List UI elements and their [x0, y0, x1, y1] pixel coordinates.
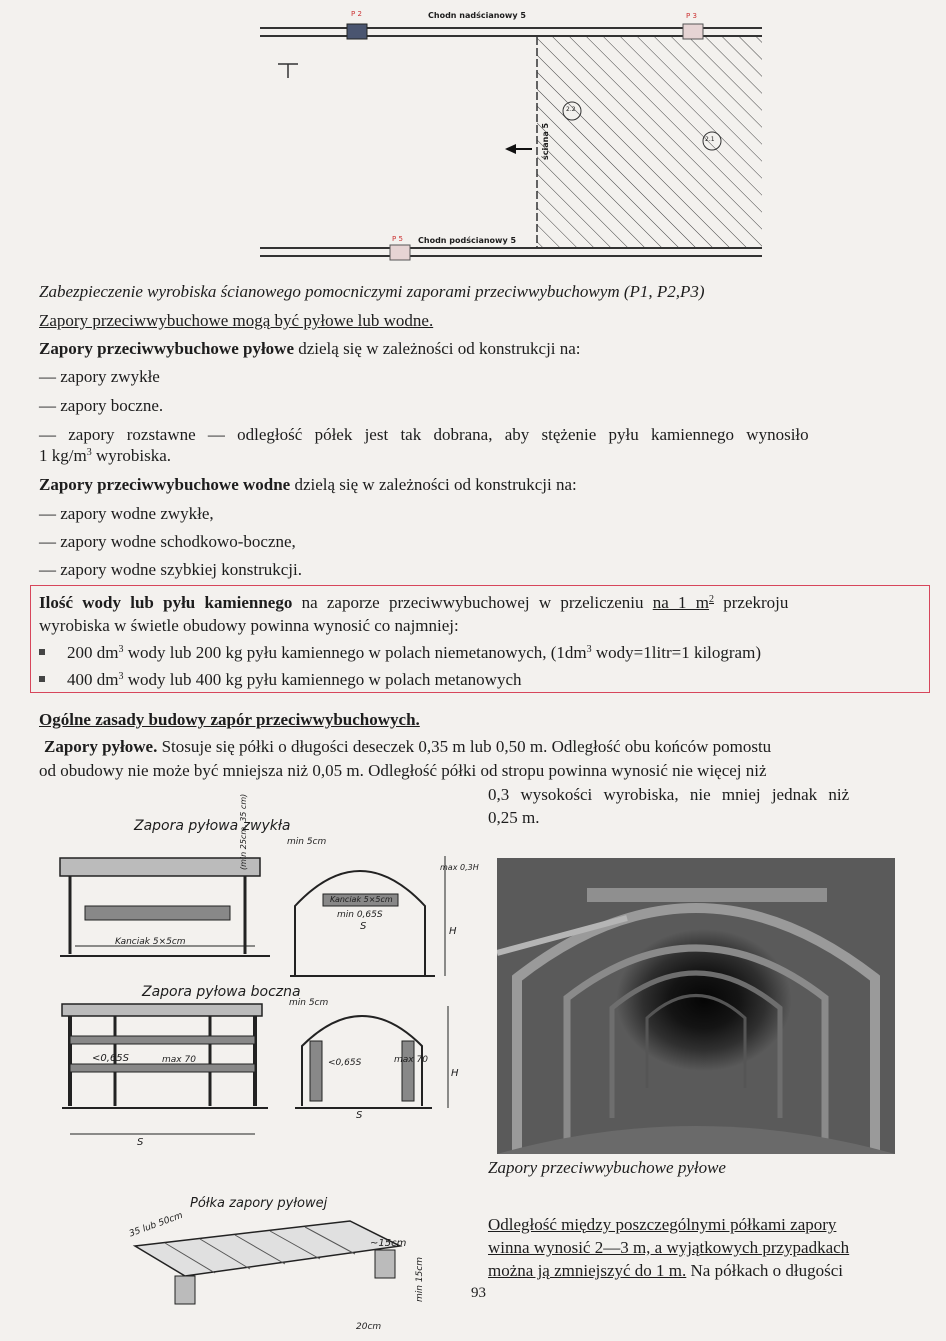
- dust-barrier-drawings: [40, 836, 470, 1336]
- photo-caption: Zapory przeciwwybuchowe pyłowe: [488, 1158, 726, 1177]
- tunnel-photo: [497, 858, 895, 1154]
- list-item: — zapory wodne schodkowo-boczne,: [39, 532, 296, 551]
- dust-heading: Zapory przeciwwybuchowe pyłowe dzielą się w zależności od konstrukcji na:: [39, 339, 581, 358]
- circle-b-label: 2.1: [705, 136, 715, 143]
- roadway-bottom-label: Chodn podścianowy 5: [418, 236, 517, 245]
- lt065-label-2: <0,65S: [328, 1058, 362, 1068]
- roadway-top-label: Chodn nadścianowy 5: [428, 11, 526, 20]
- water-heading: Zapory przeciwwybuchowe wodne dzielą się w zależności od konstrukcji na:: [39, 475, 577, 494]
- drawing-title-ordinary: Zapora pyłowa zwykła: [134, 818, 291, 834]
- tunnel-photo-arches: [497, 858, 895, 1154]
- list-item: — zapory wodne szybkiej konstrukcji.: [39, 560, 302, 579]
- box-line-2: wyrobiska w świetle obudowy powinna wynosić co najmniej:: [39, 616, 459, 635]
- kanciak-label-2: Kanciak 5×5cm: [330, 895, 393, 904]
- min065-label: min 0,65S: [337, 910, 383, 920]
- list-item: — zapory zwykłe: [39, 367, 160, 386]
- drawing-title-shelf: Półka zapory pyłowej: [190, 1196, 328, 1211]
- list-item: — zapory wodne zwykłe,: [39, 504, 214, 523]
- bottom-line-2: winna wynosić 2—3 m, a wyjątkowych przypadkach: [488, 1238, 850, 1257]
- rules-line-4: 0,25 m.: [488, 808, 540, 827]
- max70-label-2: max 70: [394, 1055, 428, 1065]
- marker-p3-label: P 3: [686, 12, 697, 20]
- s-label-1: S: [360, 921, 367, 932]
- list-item-cont: 1 $kg/m^3$ wyrobiska.: [39, 446, 172, 465]
- max70-label-1: max 70: [162, 1055, 196, 1065]
- bullet-icon: [39, 676, 45, 682]
- circle-a-label: 2.2: [566, 106, 576, 113]
- box-bullet-1: 200 $dm^3$ wody lub 200 kg pyłu kamiennego w polach niemetanowych, ($1dm^3$ wody=1litr=1 kilogram): [39, 643, 919, 663]
- s-label-2: S: [137, 1137, 144, 1148]
- min5cm-label-2: min 5cm: [289, 998, 329, 1008]
- min15-label: min 15cm: [415, 1257, 425, 1302]
- rules-line-1: Zapory pyłowe. Stosuje się półki o długości deseczek 0,35 m lub 0,50 m. Odległość obu końców pomostu: [44, 737, 772, 756]
- box-line-1: Ilość wody lub pyłu kamiennego na zaporze przeciwwybuchowej w przeliczeniu na 1 $m^2$ przekroju: [39, 593, 789, 612]
- h-label-1: H: [449, 926, 457, 937]
- wall-layout-diagram: [250, 6, 770, 268]
- rules-heading: Ogólne zasady budowy zapór przeciwwybuchowych.: [39, 710, 420, 729]
- marker-p2-label: P 2: [351, 10, 362, 18]
- lt065-label-1: <0,65S: [92, 1053, 129, 1064]
- intro-sentence: Zapory przeciwwybuchowe mogą być pyłowe lub wodne.: [39, 311, 434, 330]
- bottom-line-3: można ją zmniejszyć do 1 m. Na półkach o długości: [488, 1261, 844, 1280]
- rules-line-3: 0,3 wysokości wyrobiska, nie mniej jednak niż: [488, 785, 850, 804]
- min25-label: (min 25cm, 35 cm): [239, 793, 248, 870]
- wall-label: ściana 5: [541, 122, 550, 160]
- box-bullet-2: 400 $dm^3$ wody lub 400 kg pyłu kamiennego w polach metanowych: [39, 670, 919, 690]
- drawing-title-side: Zapora pyłowa boczna: [142, 984, 301, 1000]
- len3550-label: 35 lub 50cm: [128, 1210, 185, 1240]
- bullet-icon: [39, 649, 45, 655]
- marker-p5-label: P 5: [392, 235, 403, 243]
- s-label-3: S: [356, 1110, 363, 1121]
- w20-label: 20cm: [356, 1322, 382, 1332]
- page-number: 93: [471, 1285, 486, 1301]
- h-label-2: H: [451, 1068, 459, 1079]
- figure-caption: Zabezpieczenie wyrobiska ścianowego pomocniczymi zaporami przeciwwybuchowym (P1, P2,P3): [39, 282, 705, 301]
- rules-line-2: od obudowy nie może być mniejsza niż 0,05 m. Odległość półki od stropu powinna wynosić nie więcej niż: [39, 761, 767, 780]
- bottom-line-1: Odległość między poszczególnymi półkami zapory: [488, 1215, 837, 1234]
- list-item: — zapory boczne.: [39, 396, 164, 415]
- kanciak-label-1: Kanciak 5×5cm: [115, 937, 186, 947]
- max03h-label: max 0,3H: [440, 863, 479, 872]
- min5cm-label-1: min 5cm: [287, 837, 327, 847]
- w15-label: ~15cm: [370, 1238, 407, 1249]
- list-item: — zapory rozstawne — odległość półek jest tak dobrana, aby stężenie pyłu kamiennego wynosiło: [39, 425, 809, 444]
